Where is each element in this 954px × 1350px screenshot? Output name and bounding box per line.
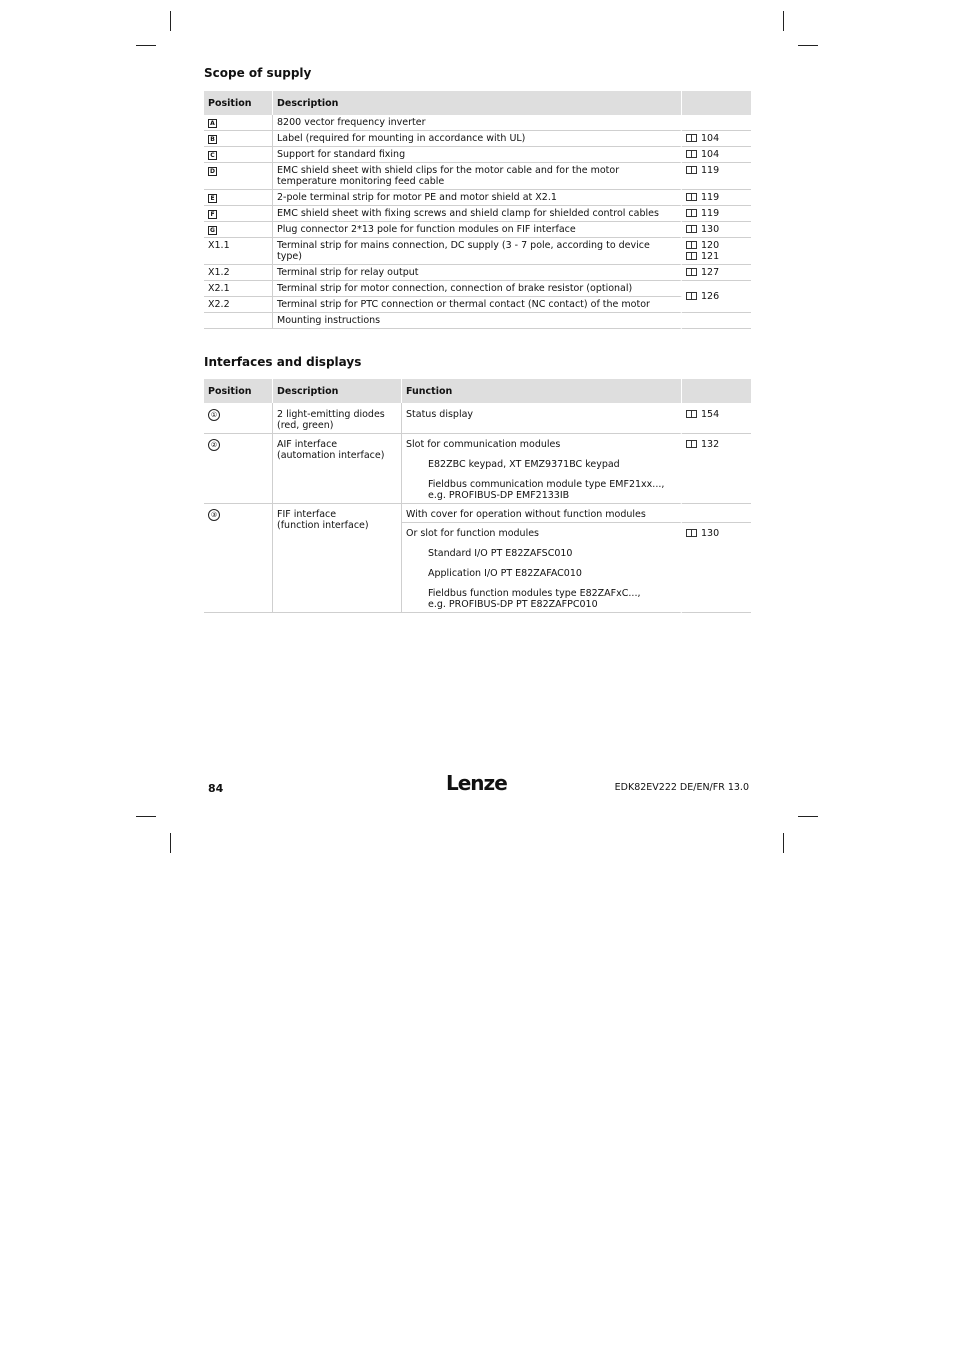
table-row bbox=[204, 297, 751, 313]
book-icon bbox=[686, 166, 697, 174]
description-cell: Label (required for mounting in accordance with UL) bbox=[273, 131, 682, 147]
table-row bbox=[204, 163, 751, 190]
book-icon bbox=[686, 268, 697, 276]
table-row bbox=[204, 434, 751, 504]
page-ref: 130 bbox=[701, 528, 720, 539]
crop-mark bbox=[798, 816, 818, 817]
crop-mark bbox=[136, 816, 156, 817]
book-icon bbox=[686, 150, 697, 158]
reference-cell bbox=[682, 222, 751, 238]
crop-mark bbox=[136, 45, 156, 46]
table-row bbox=[204, 281, 751, 297]
function-sub-line: Fieldbus function modules type E82ZAFxC..., bbox=[428, 588, 641, 599]
crop-mark bbox=[783, 833, 784, 853]
position-number: ② bbox=[208, 439, 220, 451]
position-cell: X2.2 bbox=[204, 297, 273, 313]
book-icon bbox=[686, 410, 697, 418]
interfaces-heading: Interfaces and displays bbox=[204, 355, 362, 369]
function-sub-item bbox=[406, 479, 676, 501]
function-sub-item: Standard I/O PT E82ZAFSC010 bbox=[428, 548, 573, 559]
interfaces-table bbox=[204, 379, 751, 613]
crop-mark bbox=[170, 11, 171, 31]
book-icon bbox=[686, 252, 697, 260]
description-line: (automation interface) bbox=[277, 450, 385, 461]
col-description: Description bbox=[273, 379, 402, 403]
col-function: Function bbox=[402, 379, 682, 403]
reference-cell bbox=[682, 163, 751, 190]
table-row bbox=[204, 222, 751, 238]
page-ref: 104 bbox=[701, 149, 720, 160]
position-key: G bbox=[208, 226, 217, 235]
scope-header-row bbox=[204, 91, 751, 115]
function-sub-item: E82ZBC keypad, XT EMZ9371BC keypad bbox=[428, 459, 620, 470]
position-cell bbox=[204, 115, 273, 131]
function-sub-item bbox=[406, 588, 676, 610]
function-line: Slot for communication modules bbox=[406, 439, 561, 450]
book-icon bbox=[686, 134, 697, 142]
description-line: FIF interface bbox=[277, 509, 337, 520]
page-number: 84 bbox=[208, 782, 224, 795]
page-ref: 127 bbox=[701, 267, 720, 278]
position-key: F bbox=[208, 210, 217, 219]
table-row bbox=[204, 504, 751, 523]
description-cell: 2 light-emitting diodes (red, green) bbox=[273, 403, 402, 434]
page-ref: 130 bbox=[701, 224, 720, 235]
page-ref: 132 bbox=[701, 439, 720, 450]
col-description: Description bbox=[273, 91, 682, 115]
position-key: E bbox=[208, 194, 217, 203]
position-cell bbox=[204, 313, 273, 329]
book-icon bbox=[686, 241, 697, 249]
position-cell bbox=[204, 206, 273, 222]
table-row bbox=[204, 403, 751, 434]
function-sub-line: e.g. PROFIBUS-DP PT E82ZAFPC010 bbox=[428, 599, 598, 610]
col-reference bbox=[682, 91, 751, 115]
function-sub-item: Application I/O PT E82ZAFAC010 bbox=[428, 568, 582, 579]
function-cell: Status display bbox=[402, 403, 682, 434]
document-code: EDK82EV222 DE/EN/FR 13.0 bbox=[614, 782, 749, 793]
table-row bbox=[204, 206, 751, 222]
position-cell: X2.1 bbox=[204, 281, 273, 297]
reference-cell bbox=[682, 190, 751, 206]
position-cell bbox=[204, 131, 273, 147]
crop-mark bbox=[798, 45, 818, 46]
function-sub-line: Fieldbus communication module type EMF21xx..., bbox=[428, 479, 665, 490]
position-cell bbox=[204, 190, 273, 206]
position-cell bbox=[204, 403, 273, 434]
col-position: Position bbox=[204, 379, 273, 403]
description-cell: Terminal strip for mains connection, DC supply (3 - 7 pole, according to device type) bbox=[273, 238, 682, 265]
table-row bbox=[204, 131, 751, 147]
reference-cell bbox=[682, 523, 751, 613]
table-row bbox=[204, 147, 751, 163]
table-row bbox=[204, 190, 751, 206]
function-cell bbox=[402, 523, 682, 613]
position-cell bbox=[204, 222, 273, 238]
reference-cell bbox=[682, 147, 751, 163]
description-cell: Support for standard fixing bbox=[273, 147, 682, 163]
position-number: ① bbox=[208, 409, 220, 421]
crop-mark bbox=[783, 11, 784, 31]
reference-cell bbox=[682, 238, 751, 265]
position-number: ③ bbox=[208, 509, 220, 521]
page-ref: 119 bbox=[701, 192, 720, 203]
description-cell: EMC shield sheet with shield clips for the motor cable and for the motor temperature monitoring feed cable bbox=[273, 163, 682, 190]
description-cell: EMC shield sheet with fixing screws and shield clamp for shielded control cables bbox=[273, 206, 682, 222]
book-icon bbox=[686, 193, 697, 201]
scope-heading: Scope of supply bbox=[204, 66, 312, 80]
page-ref: 154 bbox=[701, 409, 720, 420]
description-line: AIF interface bbox=[277, 439, 338, 450]
reference-cell bbox=[682, 504, 751, 523]
table-row bbox=[204, 265, 751, 281]
position-key: D bbox=[208, 167, 217, 176]
col-reference bbox=[682, 379, 751, 403]
function-sub-line: e.g. PROFIBUS-DP EMF2133IB bbox=[428, 490, 570, 501]
position-cell bbox=[204, 163, 273, 190]
page-ref: 119 bbox=[701, 208, 720, 219]
page-ref: 121 bbox=[701, 251, 720, 262]
description-cell: Terminal strip for PTC connection or thermal contact (NC contact) of the motor bbox=[273, 297, 682, 313]
description-cell: Terminal strip for motor connection, connection of brake resistor (optional) bbox=[273, 281, 682, 297]
position-cell: X1.2 bbox=[204, 265, 273, 281]
page-ref: 126 bbox=[701, 291, 720, 302]
reference-cell bbox=[682, 265, 751, 281]
function-line: Or slot for function modules bbox=[406, 528, 540, 539]
reference-cell bbox=[682, 131, 751, 147]
reference-cell bbox=[682, 281, 751, 313]
description-cell bbox=[273, 504, 402, 613]
page-ref: 119 bbox=[701, 165, 720, 176]
interfaces-header-row bbox=[204, 379, 751, 403]
crop-mark bbox=[170, 833, 171, 853]
reference-cell bbox=[682, 206, 751, 222]
position-key: C bbox=[208, 151, 217, 160]
lenze-logo: Lenze bbox=[446, 771, 507, 795]
position-key: B bbox=[208, 135, 217, 144]
description-line: (function interface) bbox=[277, 520, 369, 531]
book-icon bbox=[686, 209, 697, 217]
position-cell bbox=[204, 504, 273, 613]
reference-cell bbox=[682, 403, 751, 434]
description-cell: 2-pole terminal strip for motor PE and motor shield at X2.1 bbox=[273, 190, 682, 206]
description-cell bbox=[273, 434, 402, 504]
book-icon bbox=[686, 292, 697, 300]
position-cell: X1.1 bbox=[204, 238, 273, 265]
reference-cell bbox=[682, 313, 751, 329]
book-icon bbox=[686, 440, 697, 448]
function-cell bbox=[402, 434, 682, 504]
book-icon bbox=[686, 225, 697, 233]
scope-table bbox=[204, 91, 751, 329]
table-row bbox=[204, 238, 751, 265]
position-key: A bbox=[208, 119, 217, 128]
book-icon bbox=[686, 529, 697, 537]
position-cell bbox=[204, 147, 273, 163]
function-cell: With cover for operation without function modules bbox=[402, 504, 682, 523]
description-cell: Mounting instructions bbox=[273, 313, 682, 329]
table-row bbox=[204, 313, 751, 329]
page-ref: 120 bbox=[701, 240, 720, 251]
description-cell: Terminal strip for relay output bbox=[273, 265, 682, 281]
position-cell bbox=[204, 434, 273, 504]
page-ref: 104 bbox=[701, 133, 720, 144]
reference-cell bbox=[682, 115, 751, 131]
description-cell: Plug connector 2*13 pole for function modules on FIF interface bbox=[273, 222, 682, 238]
reference-cell bbox=[682, 434, 751, 504]
col-position: Position bbox=[204, 91, 273, 115]
table-row bbox=[204, 115, 751, 131]
description-cell: 8200 vector frequency inverter bbox=[273, 115, 682, 131]
